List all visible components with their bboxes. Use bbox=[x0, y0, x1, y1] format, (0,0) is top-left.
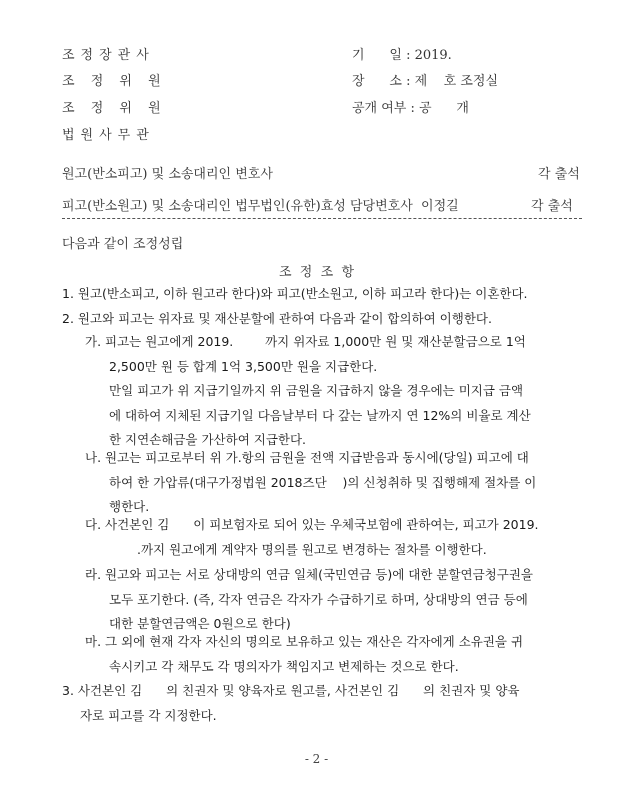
attendance-defendant-status: 각 출석 bbox=[531, 199, 573, 214]
clause-2-ma bbox=[85, 630, 523, 679]
clause-2-line: 2. 원고와 피고는 위자료 및 재산분할에 관하여 다음과 같이 합의하여 이행한다. bbox=[62, 310, 492, 326]
hearing-place-row bbox=[352, 70, 498, 89]
clause-2-da bbox=[85, 513, 539, 562]
clause-3 bbox=[62, 679, 519, 728]
attendance-plaintiff-status: 각 출석 bbox=[538, 167, 580, 182]
section-divider bbox=[62, 218, 582, 219]
hearing-date-label: 기 일 bbox=[352, 48, 402, 63]
intro-text: 다음과 같이 조정성립 bbox=[62, 237, 184, 252]
section-title: 조 정 조 항 bbox=[278, 265, 355, 280]
clause-3-line-2: 자로 피고를 각 지정한다. bbox=[80, 707, 217, 723]
clause-ma-line-2: 속시키고 각 채무도 각 명의자가 책임지고 변제하는 것으로 한다. bbox=[109, 658, 459, 674]
clause-ma-line-1: 마. 그 외에 현재 각자 자신의 명의로 보유하고 있는 재산은 각자에게 소유권을 귀 bbox=[85, 634, 524, 649]
clause-ga-line-2: 2,500만 원 등 합계 1억 3,500만 원을 지급한다. bbox=[109, 358, 378, 374]
clause-2-ra bbox=[85, 563, 533, 637]
clause-1 bbox=[62, 282, 528, 331]
page-number: - 2 - bbox=[304, 752, 329, 766]
publicity-label: 공개 여부 bbox=[352, 101, 407, 116]
header-role-2: 조 정 위 원 bbox=[62, 74, 167, 89]
publicity-row bbox=[352, 97, 469, 116]
header-role-3: 조 정 위 원 bbox=[62, 101, 167, 116]
clause-ra-line-1: 라. 원고와 피고는 서로 상대방의 연금 일체(국민연금 등)에 대한 분할연금청구권을 bbox=[85, 567, 533, 582]
clause-na-line-2: 하여 한 가압류(대구가정법원 2018즈단 )의 신청취하 및 집행해제 절차를 이 bbox=[109, 474, 537, 490]
clause-2-na bbox=[85, 446, 536, 520]
clause-na-line-1: 나. 원고는 피고로부터 위 가.항의 금원을 전액 지급받음과 동시에(당일) 피고에 대 bbox=[85, 450, 529, 465]
clause-ra-line-3: 대한 분할연금액은 0원으로 한다) bbox=[109, 616, 291, 631]
clause-na-line-3: 행한다. bbox=[109, 499, 150, 514]
clause-ga2-line-3: 한 지연손해금을 가산하여 지급한다. bbox=[109, 432, 307, 447]
hearing-date-value: : 2019. bbox=[406, 48, 452, 63]
clause-1-line: 1. 원고(반소피고, 이하 원고라 한다)와 피고(반소원고, 이하 피고라 한다)는 이혼한다. bbox=[62, 286, 528, 301]
clause-ga2-line-2: 에 대하여 지체된 지급기일 다음날부터 다 갚는 날까지 연 12%의 비율로 계산 bbox=[109, 407, 531, 423]
hearing-place-value: : 제 호 조정실 bbox=[406, 74, 499, 89]
header-role-4: 법원사무관 bbox=[62, 128, 155, 143]
header-role-1: 조정장관사 bbox=[62, 48, 155, 63]
clause-2-ga-penalty bbox=[109, 379, 531, 453]
hearing-date-row bbox=[352, 44, 452, 63]
attendance-plaintiff: 원고(반소피고) 및 소송대리인 변호사 bbox=[62, 167, 273, 182]
clause-da-line-2: .까지 원고에게 계약자 명의를 원고로 변경하는 절차를 이행한다. bbox=[137, 541, 487, 557]
clause-3-line-1: 3. 사건본인 김 의 친권자 및 양육자로 원고를, 사건본인 김 의 친권자 및 양육 bbox=[62, 683, 520, 698]
publicity-value: : 공 개 bbox=[410, 101, 469, 116]
attendance-defendant: 피고(반소원고) 및 소송대리인 법무법인(유한)효성 담당변호사 이정길 bbox=[62, 199, 459, 214]
hearing-place-label: 장 소 bbox=[352, 74, 402, 89]
clause-ga2-line-1: 만일 피고가 위 지급기일까지 위 금원을 지급하지 않을 경우에는 미지급 금액 bbox=[109, 383, 524, 398]
clause-ra-line-2: 모두 포기한다. (즉, 각자 연금은 각자가 수급하기로 하며, 상대방의 연금 등에 bbox=[109, 591, 528, 607]
clause-ga-line-1: 가. 피고는 원고에게 2019. 까지 위자료 1,000만 원 및 재산분할금으로 1억 bbox=[85, 334, 526, 349]
clause-2-ga bbox=[85, 330, 526, 379]
clause-da-line-1: 다. 사건본인 김 이 피보험자로 되어 있는 우체국보험에 관하여는, 피고가 2019. bbox=[85, 517, 539, 532]
